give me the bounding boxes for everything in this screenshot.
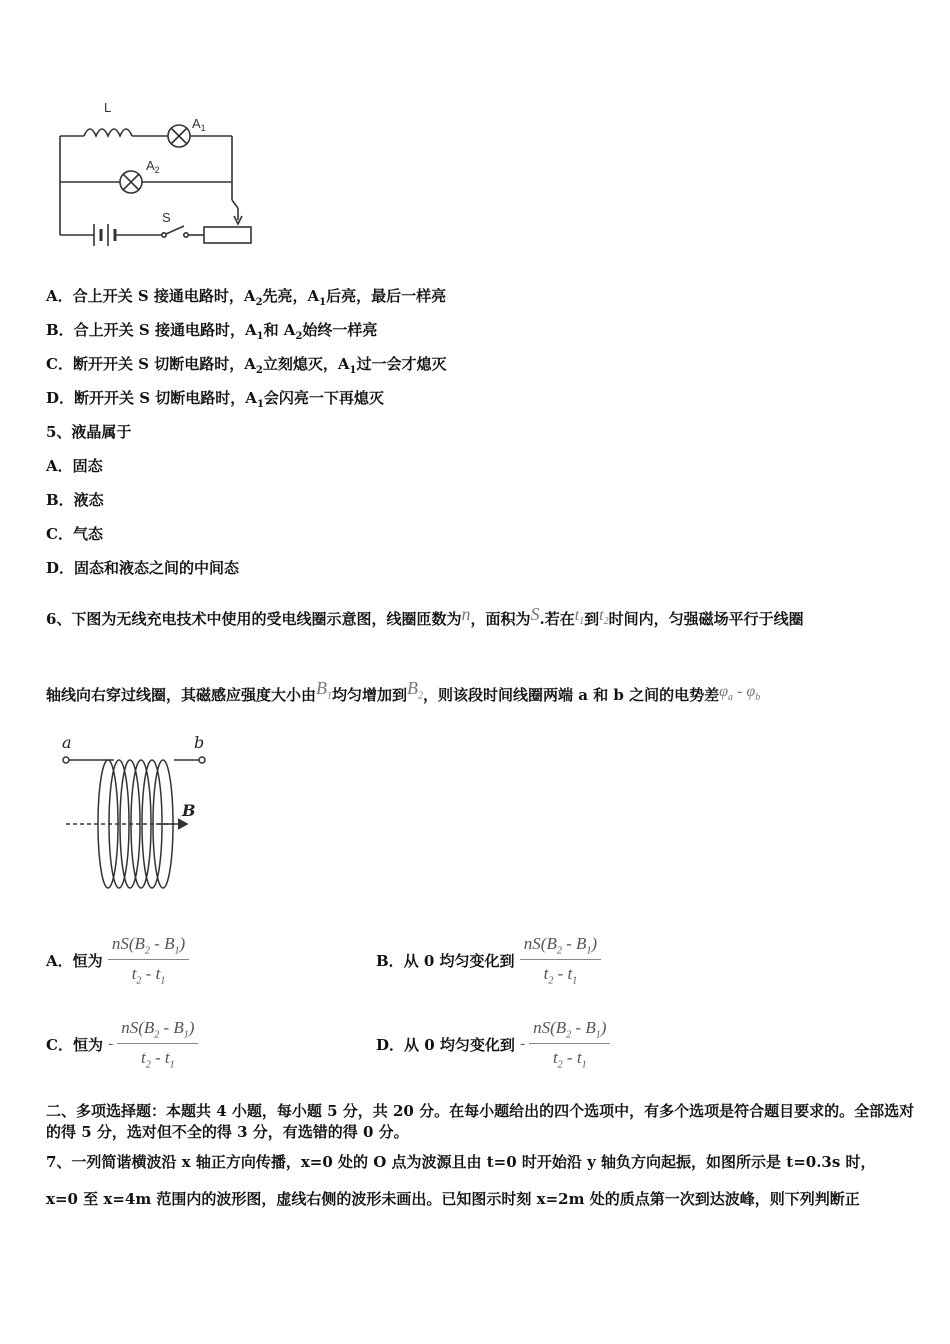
q5-option-d: D．固态和液态之间的中间态 (46, 559, 240, 577)
q7-stem-line2: x=0 至 x=4m 范围内的波形图，虚线右侧的波形未画出。已知图示时刻 x=2m 处的质点第一次到达波峰，则下列判断正 (46, 1190, 860, 1208)
q4-option-c: C．断开开关 S 切断电路时，$A_2$立刻熄灭，$A_1$过一会才熄灭 (46, 355, 447, 376)
q6-option-c: C．恒为 - $\frac{nS(B_2 - B_1)}{t_2 - t_1}$ (46, 1018, 198, 1071)
field-label-b: B (182, 801, 196, 820)
q6-option-b: B．从 0 均匀变化到 $\frac{nS(B_2 - B_1)}{t_2 - t_1}$ (376, 934, 601, 987)
fraction: $\frac{nS(B_2 - B_1)}{t_2 - t_1}$ (520, 934, 601, 987)
coil-label-b: b (194, 733, 205, 752)
inductor-label: L (104, 100, 112, 115)
fraction: $\frac{nS(B_2 - B_1)}{t_2 - t_1}$ (108, 934, 189, 987)
q5-option-c: C．气态 (46, 525, 103, 543)
q4-option-d: D．断开开关 S 切断电路时，$A_1$会闪亮一下再熄灭 (46, 389, 384, 410)
q5-stem: 5、液晶属于 (46, 423, 132, 441)
switch-label: S (162, 210, 171, 225)
q6-stem-line2: 轴线向右穿过线圈，其磁感应强度大小由$B_1$均匀增加到$B_2$，则该段时间线圈两端 a 和 b 之间的电势差$\varphi_a - \varphi_b$ (46, 678, 761, 704)
lamp-a2-label: $A_2$ (146, 158, 160, 175)
fraction: $\frac{nS(B_2 - B_1)}{t_2 - t_1}$ (529, 1018, 610, 1071)
q6-stem-line1: 6、下图为无线充电技术中使用的受电线圈示意图，线圈匝数为n，面积为S.若在$t_1$到$t_2$时间内，匀强磁场平行于线圈 (46, 604, 804, 628)
q7-stem-line1: 7、一列简谐横波沿 x 轴正方向传播，x=0 处的 O 点为波源且由 t=0 时开始沿 y 轴负方向起振，如图所示是 t=0.3s 时， (46, 1153, 876, 1171)
circuit-diagram (50, 92, 265, 257)
q6-option-d: D．从 0 均匀变化到 - $\frac{nS(B_2 - B_1)}{t_2 - t_1}$ (376, 1018, 610, 1071)
q4-option-a: A．合上开关 S 接通电路时，$A_2$先亮，$A_1$后亮，最后一样亮 (46, 287, 447, 308)
coil-label-a: a (62, 733, 72, 752)
q4-option-b: B．合上开关 S 接通电路时，$A_1$和 $A_2$始终一样亮 (46, 321, 378, 342)
coil-diagram (56, 732, 216, 897)
lamp-a1-label: $A_1$ (192, 116, 206, 133)
q5-option-a: A．固态 (46, 457, 103, 475)
q6-option-a: A．恒为 $\frac{nS(B_2 - B_1)}{t_2 - t_1}$ (46, 934, 189, 987)
fraction: $\frac{nS(B_2 - B_1)}{t_2 - t_1}$ (117, 1018, 198, 1071)
section2-intro: 二、多项选择题：本题共 4 小题，每小题 5 分，共 20 分。在每小题给出的四个选项中，有多个选项是符合题目要求的。全部选对的得 5 分，选对但不全的得 3 分，有选错的得 0 分。 (46, 1102, 915, 1141)
q5-option-b: B．液态 (46, 491, 104, 509)
